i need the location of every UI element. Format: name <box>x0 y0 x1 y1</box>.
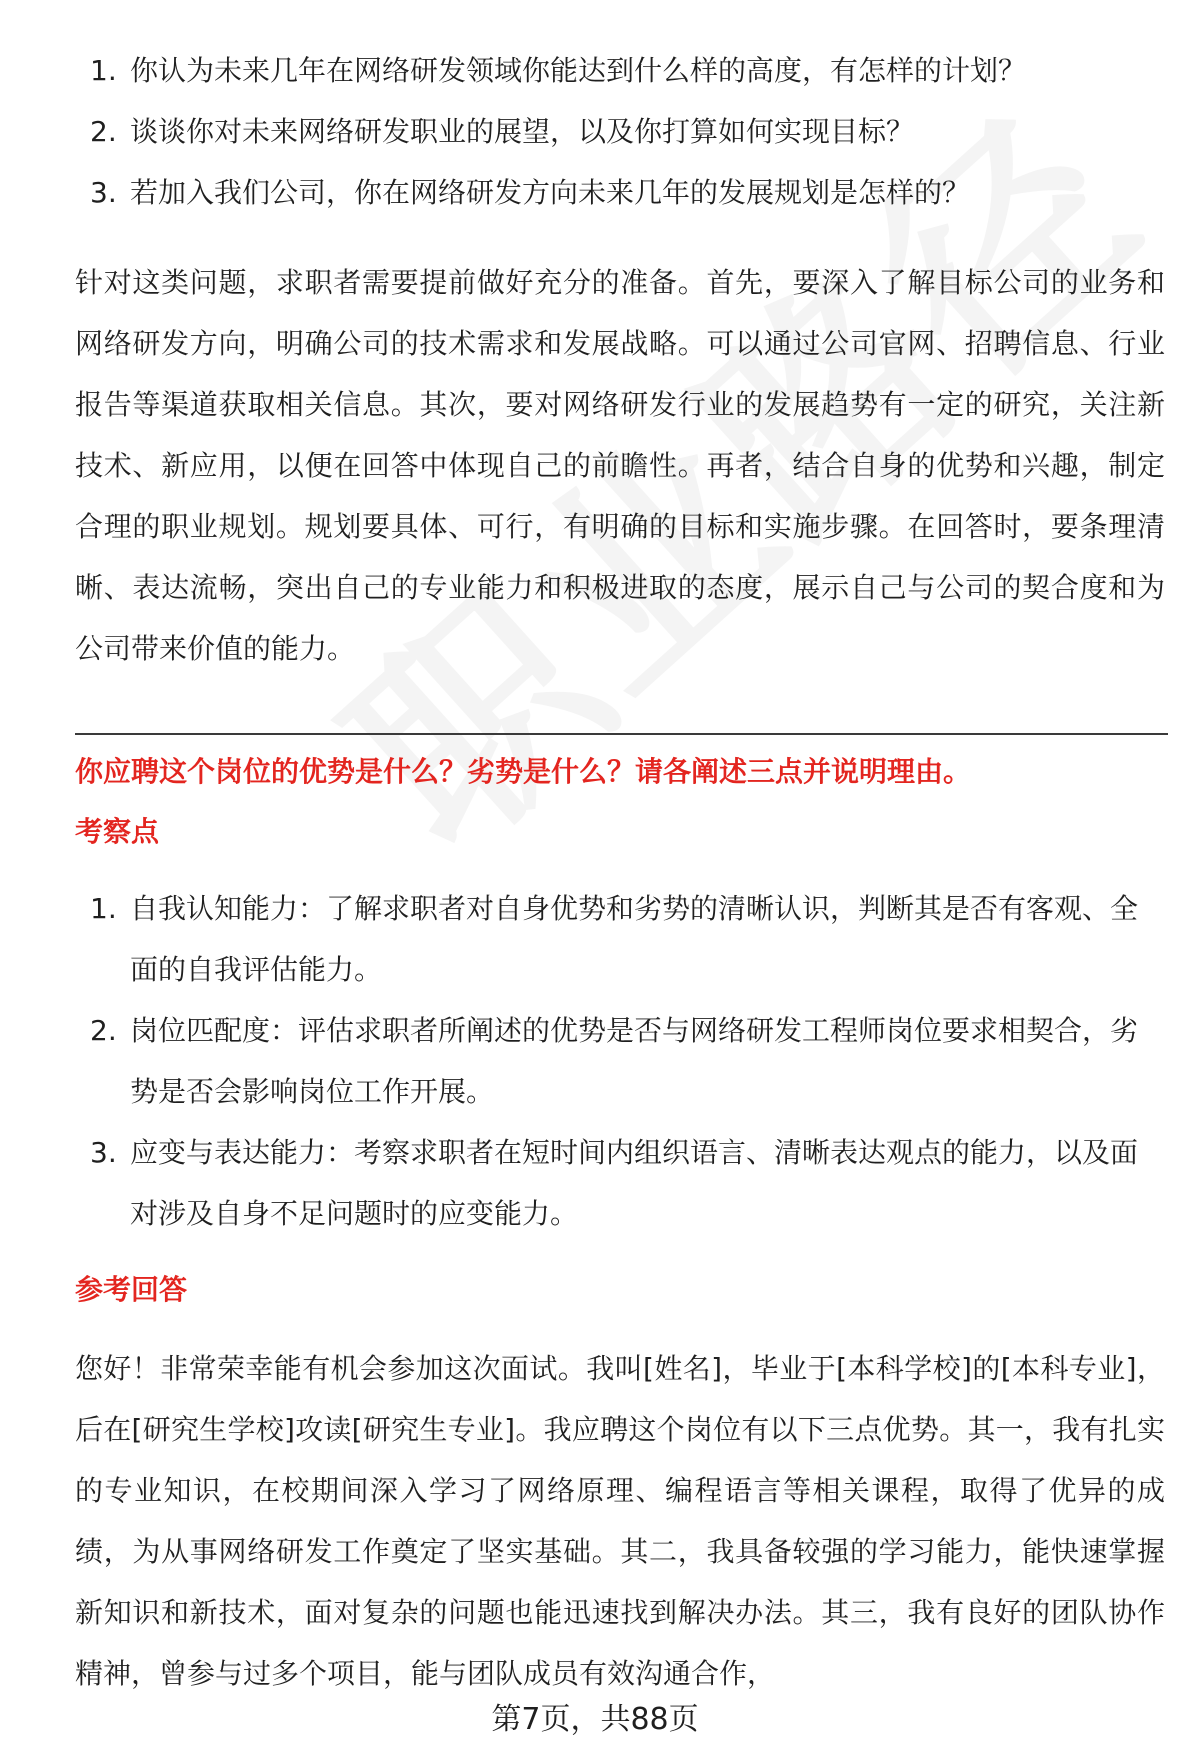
list-item: 1. 你认为未来几年在网络研发领域你能达到什么样的高度，有怎样的计划？ <box>90 54 1027 87</box>
list-item-text: 自我认知能力：了解求职者对自身优势和劣势的清晰认识，判断其是否有客观、全面的自我评估能力。 <box>130 892 1139 986</box>
list-item: 3. 若加入我们公司，你在网络研发方向未来几年的发展规划是怎样的？ <box>90 176 971 209</box>
list-item: 2. 谈谈你对未来网络研发职业的展望，以及你打算如何实现目标？ <box>90 115 915 148</box>
page-number: 第7页，共88页 <box>491 1702 699 1737</box>
list-item-text: 岗位匹配度：评估求职者所阐述的优势是否与网络研发工程师岗位要求相契合，劣势是否会影响岗位工作开展。 <box>130 1014 1139 1108</box>
points-heading: 考察点 <box>75 815 160 848</box>
question-title: 你应聘这个岗位的优势是什么？劣势是什么？请各阐述三点并说明理由。 <box>75 755 972 788</box>
list-item-text: 若加入我们公司，你在网络研发方向未来几年的发展规划是怎样的？ <box>130 176 971 209</box>
reference-answer-paragraph: 您好！非常荣幸能有机会参加这次面试。我叫[姓名]，毕业于[本科学校]的[本科专业]，后在[研究生学校]攻读[研究生专业]。我应聘这个岗位有以下三点优势。其一，我有扎实的专业知识，在校期间深入学习了网络原理、编程语言等相关课程，取得了优异的成绩，为从事网络研发工作奠定了坚实基础。其二，我具备较强的学习能力，能快速掌握新知识和新技术，面对复杂的问题也能迅速找到解决办法。其三，我有良好的团队协作精神，曾参与过多个项目，能与团队成员有效沟通合作， <box>75 1352 1165 1690</box>
guidance-paragraph: 针对这类问题，求职者需要提前做好充分的准备。首先，要深入了解目标公司的业务和网络研发方向，明确公司的技术需求和发展战略。可以通过公司官网、招聘信息、行业报告等渠道获取相关信息。其次，要对网络研发行业的发展趋势有一定的研究，关注新技术、新应用，以便在回答中体现自己的前瞻性。再者，结合自身的优势和兴趣，制定合理的职业规划。规划要具体、可行，有明确的目标和实施步骤。在回答时，要条理清晰、表达流畅，突出自己的专业能力和积极进取的态度，展示自己与公司的契合度和为公司带来价值的能力。 <box>75 266 1165 665</box>
intro-question-list <box>80 40 1160 223</box>
list-item: 2. 岗位匹配度：评估求职者所阐述的优势是否与网络研发工程师岗位要求相契合，劣势是否会影响岗位工作开展。 <box>90 1014 1139 1108</box>
list-item-text: 你认为未来几年在网络研发领域你能达到什么样的高度，有怎样的计划？ <box>130 54 1027 87</box>
answer-heading: 参考回答 <box>75 1273 188 1306</box>
section-divider <box>75 733 1168 735</box>
list-item: 1. 自我认知能力：了解求职者对自身优势和劣势的清晰认识，判断其是否有客观、全面的自我评估能力。 <box>90 892 1139 986</box>
list-item-text: 谈谈你对未来网络研发职业的展望，以及你打算如何实现目标？ <box>130 115 915 148</box>
assessment-points-list <box>80 878 1160 1244</box>
list-item: 3. 应变与表达能力：考察求职者在短时间内组织语言、清晰表达观点的能力，以及面对涉及自身不足问题时的应变能力。 <box>90 1136 1139 1230</box>
list-item-text: 应变与表达能力：考察求职者在短时间内组织语言、清晰表达观点的能力，以及面对涉及自身不足问题时的应变能力。 <box>130 1136 1139 1230</box>
